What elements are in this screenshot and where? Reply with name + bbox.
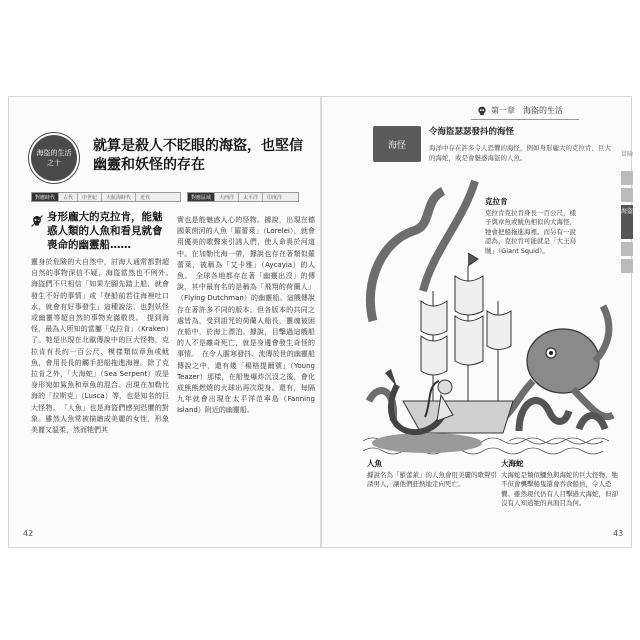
era-item: 大航海時代 bbox=[101, 193, 135, 201]
caption-serpent-text: 大海蛇是類似鱷魚與海蛇的巨大怪物，牠不但會襲擊船隻還會吞食船員，令人恐懼。雖然現代仍有人目擊過大海蛇，但卻沒有人知道牠的真面目為何。 bbox=[501, 470, 618, 507]
caption-mermaid bbox=[367, 459, 497, 490]
page-number-right: 43 bbox=[613, 529, 624, 538]
side-tab bbox=[621, 188, 633, 202]
side-tab bbox=[621, 259, 633, 273]
era-item: 古代 bbox=[58, 193, 77, 201]
section-badge: 海盜的生活之十 bbox=[31, 135, 77, 181]
chapter-header bbox=[477, 105, 563, 116]
book-spread bbox=[8, 96, 632, 548]
side-tab bbox=[621, 171, 633, 185]
page-number-left: 42 bbox=[23, 529, 34, 538]
sea-serpent-illustration bbox=[509, 381, 613, 451]
headline: 身形龐大的克拉肯，能魅惑人類的人魚和看見就會喪命的幽靈船…… bbox=[47, 211, 163, 251]
side-tab bbox=[621, 242, 633, 256]
chapter-title: 第一章 海盜的生活 bbox=[491, 106, 563, 115]
side-tabs bbox=[621, 171, 635, 276]
side-tab-active: 海盜 bbox=[621, 205, 633, 239]
region-item: 太平洋 bbox=[238, 193, 262, 201]
era-item: 中世紀 bbox=[77, 193, 101, 201]
caption-serpent bbox=[501, 459, 621, 509]
body-column-1: 靈身於危險的大自然中，討海人通常都對超自然的事物深信不疑，海盜當然也不例外。 海盜們不只相信「如果左腳先踏上船，就會發生不好的事情」或「登船前若往海裡吐口水，就會有好事發生」這種說法，也對妖怪或幽靈等超自然的事物充滿敬畏。 提到海怪，最為人所知的當屬「克拉肯」（Kraken）了。牠是出現在北歐傳說中的巨大怪物，克拉肯有長約一百公尺、模樣類似章魚或魷魚，會用長長的觸手把船拖進海裡。除了克拉肯之外，「大海蛇」（Sea Serpent）或是身形宛如鯊魚和章魚的混合、出現在加勒比海的「拉斯克」（Lusca）等，也是知名的巨大怪物。 「人魚」也是海盜們感到恐懼的對象。雖然人魚常被描繪成美麗的女性，形象美麗又溫柔，然而牠們其 bbox=[31, 258, 176, 435]
monster-description: 海洋中存在許多令人恐懼的海怪，例如身形龐大的克拉肯、巨大的海蛇，或是會魅惑海盜的人魚。 bbox=[429, 144, 611, 162]
caption-serpent-name: 大海蛇 bbox=[501, 459, 524, 468]
era-bar-label: 對應時代 bbox=[32, 193, 58, 201]
era-item: 近代 bbox=[135, 193, 154, 201]
side-note: 冒險 bbox=[621, 151, 634, 158]
chapter-rule bbox=[471, 119, 579, 120]
body-column-2: 實也是能魅惑人心的怪物。據說，出現在德國萊茵河的人魚「羅蕾萊」（Lorelei），就會用優美的歌聲來引誘人們，使人命喪於河道中。在加勒比海一帶，據說也存在著類似羅蕾萊，被稱為「艾卡雅」（Aycayia）的人魚。 全球各地都存在著「幽靈出沒」的傳說，其中最有名的是稱為「飛翔的荷蘭人」（Flying Dutchman）的幽靈船。這艘傳說存在著許多不同的版本，但各版本的共同之處皆為，受到詛咒的荷蘭人船長，靈魂被困在船中，於海上漂泊。據說，目擊過這艘船的人不是離奇死亡，就是身邊會發生奇怪的事情。 在令人膽寒發抖、流傳於世的幽靈船傳說之中，還有幾「楊格提爾號」（Young Teazer）那樣，在船隻爆炸沉沒之後，會化成熊熊燃燒的火球出再次現身。還有，每隔九年就會出現在太平洋范寧島（Fanning Island）附近的幽靈船。 bbox=[177, 216, 315, 415]
region-item: 印度洋 bbox=[262, 193, 286, 201]
mermaid-illustration bbox=[367, 365, 487, 455]
region-bar bbox=[187, 192, 299, 202]
monster-title: 令海盜瑟瑟發抖的海怪 bbox=[429, 127, 515, 137]
page-title: 就算是殺人不眨眼的海盜，也堅信幽靈和妖怪的存在 bbox=[93, 138, 303, 173]
chapter-skull-icon bbox=[477, 106, 487, 116]
region-item: 大西洋 bbox=[214, 193, 238, 201]
caption-mermaid-name: 人魚 bbox=[367, 459, 382, 468]
caption-mermaid-text: 據說名為「羅蕾萊」的人魚會用美麗的歌聲引誘男人，讓他們狂熱地走向死亡。 bbox=[367, 470, 497, 488]
caption-kraken-text: 克拉肯克拉肯身長一百公尺，樣子與章魚或魷魚相似的大海怪，牠會把船拖進海裡。而另有一說認為，克拉肯可能就是「大王烏賊」（Giant Squid）。 bbox=[485, 208, 576, 255]
caption-kraken-name: 克拉肯 bbox=[485, 197, 508, 206]
monster-category-box: 海怪 bbox=[373, 126, 421, 162]
caption-kraken bbox=[485, 197, 581, 256]
pirate-skull-icon bbox=[31, 215, 43, 227]
era-bar bbox=[31, 192, 181, 202]
page-gutter bbox=[320, 97, 322, 547]
region-bar-label: 對應區域 bbox=[188, 193, 214, 201]
